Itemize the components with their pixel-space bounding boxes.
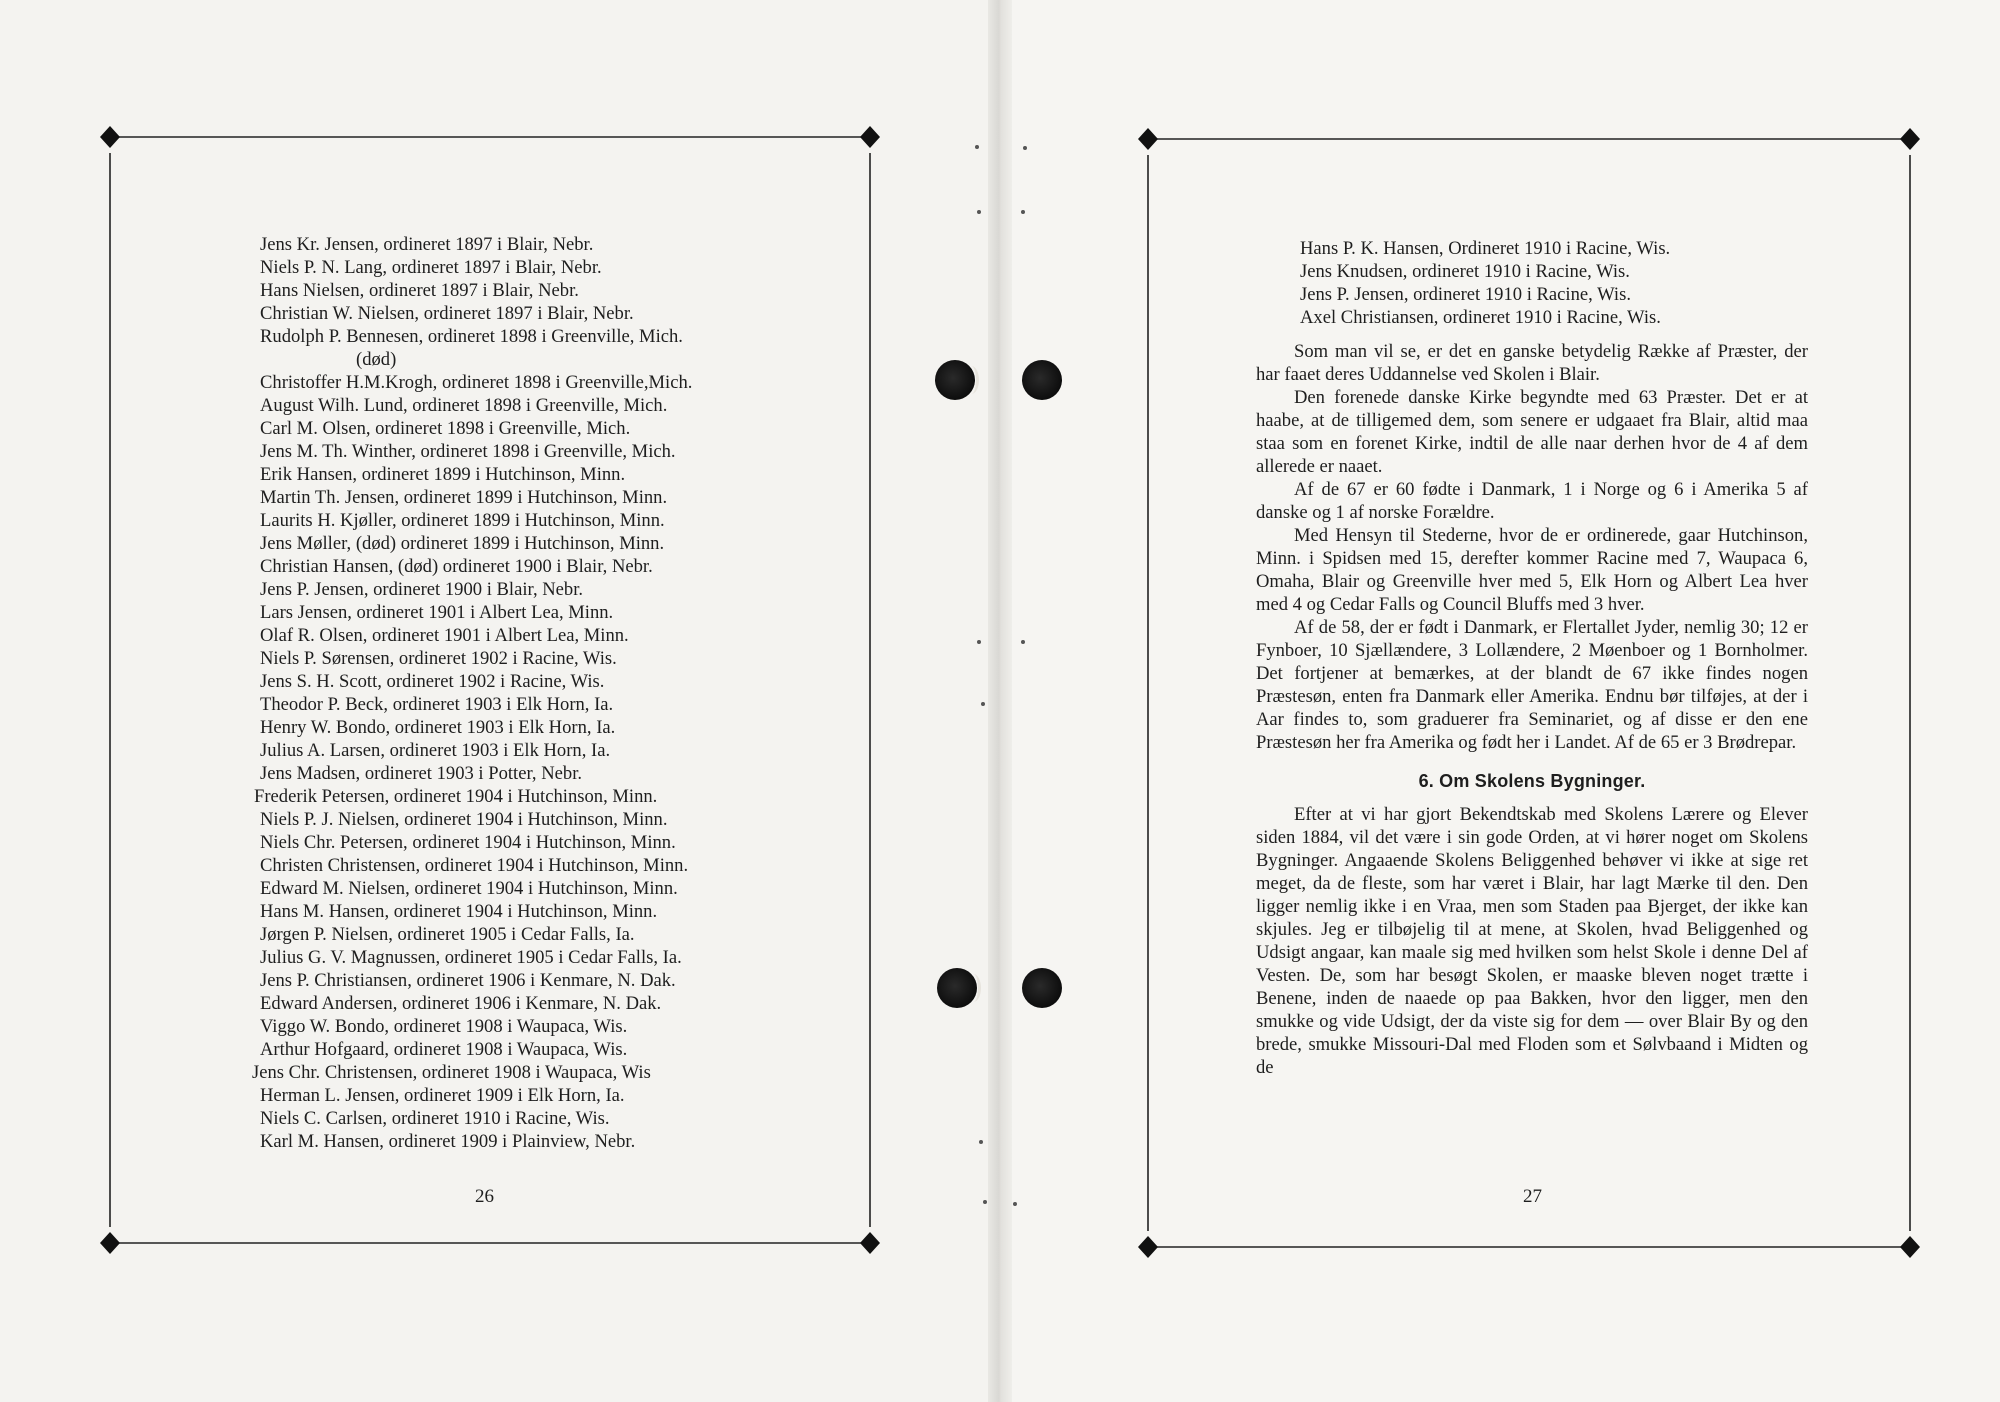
- diamond-ornament-icon: [100, 126, 120, 148]
- list-item: Christen Christensen, ordineret 1904 i Hutchinson, Minn.: [260, 855, 689, 876]
- list-item: Jens S. H. Scott, ordineret 1902 i Racine, Wis.: [260, 671, 605, 692]
- paragraph: Den forenede danske Kirke begyndte med 63 Præster. Det er at haabe, at de tilligemed dem, som senere er udgaaet fra Blair, altid maa staa som en forenet Kirke, indtil de alle naar derhen hvor de 4 af dem allerede er naaet.: [1256, 387, 1808, 477]
- list-item: August Wilh. Lund, ordineret 1898 i Greenville, Mich.: [260, 395, 668, 416]
- list-item: Niels C. Carlsen, ordineret 1910 i Racine, Wis.: [260, 1108, 610, 1129]
- list-item: Jens P. Jensen, ordineret 1900 i Blair, Nebr.: [260, 579, 584, 600]
- diamond-ornament-icon: [1138, 128, 1158, 150]
- list-item: Theodor P. Beck, ordineret 1903 i Elk Horn, Ia.: [260, 694, 614, 715]
- diamond-ornament-icon: [860, 1232, 880, 1254]
- list-item: Olaf R. Olsen, ordineret 1901 i Albert Lea, Minn.: [260, 625, 629, 646]
- list-item: Julius G. V. Magnussen, ordineret 1905 i Cedar Falls, Ia.: [260, 947, 682, 968]
- ink-speck: [975, 145, 979, 149]
- list-item: Herman L. Jensen, ordineret 1909 i Elk Horn, Ia.: [260, 1085, 625, 1106]
- ink-speck: [979, 1140, 983, 1144]
- list-item: Jens Madsen, ordineret 1903 i Potter, Nebr.: [260, 763, 583, 784]
- ink-speck: [983, 1200, 987, 1204]
- paragraph: Af de 58, der er født i Danmark, er Flertallet Jyder, nemlig 30; 12 er Fynboer, 10 Sjællændere, 3 Lollændere, 2 Møenboer og 1 Bornholmer. Det fortjener at bemærkes, at der blandt de 67 ikke findes nogen Præstesøn, enten fra Danmark eller Amerika. Endnu bør tilføjes, at der i Aar findes to, som graduerer fra Seminariet, og af disse er den ene Præstesøn her fra Amerika og født her i Landet. Af de 65 er 3 Brødrepar.: [1256, 617, 1808, 753]
- list-item: Hans Nielsen, ordineret 1897 i Blair, Nebr.: [260, 280, 579, 301]
- ink-speck: [977, 210, 981, 214]
- section-heading: 6. Om Skolens Bygninger.: [1418, 771, 1646, 791]
- list-item: Hans P. K. Hansen, Ordineret 1910 i Racine, Wis.: [1300, 238, 1671, 259]
- list-item: Hans M. Hansen, ordineret 1904 i Hutchinson, Minn.: [260, 901, 658, 922]
- diamond-ornament-icon: [860, 126, 880, 148]
- paragraph: Efter at vi har gjort Bekendtskab med Skolens Lærere og Elever siden 1884, vil det være i sin gode Orden, at vi hører noget om Skolens Bygninger. Angaaende Skolens Beliggenhed behøver vi ikke at sige ret meget, da de fleste, som har været i Blair, har lagt Mærke til den. Den ligger nemlig ikke i en Vraa, men som Staden paa Bjerget, der ikke kan skjules. Jeg er tilbøjelig til at mene, at Skolen, hvad Beliggenhed og Udsigt angaar, kan maale sig med hvilken som helst Skole i denne Del af Vesten. De, som har besøgt Skolen, er maaske bleven noget trætte i Benene, inden de naaede op paa Bakken, hvor den ligger, men den smukke og vide Udsigt, der da viste sig for dem — over Blair By og den brede, smukke Missouri-Dal med Floden som et Sølvbaand i Midten og de: [1256, 804, 1808, 1078]
- list-item: Niels P. N. Lang, ordineret 1897 i Blair, Nebr.: [260, 257, 602, 278]
- list-item: Niels Chr. Petersen, ordineret 1904 i Hutchinson, Minn.: [260, 832, 676, 853]
- list-item: Jens P. Christiansen, ordineret 1906 i Kenmare, N. Dak.: [260, 970, 676, 991]
- list-item: Laurits H. Kjøller, ordineret 1899 i Hutchinson, Minn.: [260, 510, 665, 531]
- list-item: Erik Hansen, ordineret 1899 i Hutchinson, Minn.: [260, 464, 626, 485]
- list-item: Arthur Hofgaard, ordineret 1908 i Waupaca, Wis.: [260, 1039, 628, 1060]
- list-item: Jens P. Jensen, ordineret 1910 i Racine, Wis.: [1300, 284, 1631, 305]
- diamond-ornament-icon: [1900, 1236, 1920, 1258]
- diamond-ornament-icon: [1900, 128, 1920, 150]
- list-item: Jørgen P. Nielsen, ordineret 1905 i Cedar Falls, Ia.: [260, 924, 635, 945]
- list-item: Niels P. Sørensen, ordineret 1902 i Racine, Wis.: [260, 648, 617, 669]
- ink-speck: [981, 702, 985, 706]
- diamond-ornament-icon: [100, 1232, 120, 1254]
- body-text: [1256, 340, 1808, 1079]
- list-item: Edward Andersen, ordineret 1906 i Kenmare, N. Dak.: [260, 993, 662, 1014]
- ordination-list-continued: [1300, 237, 1760, 329]
- paragraph: Som man vil se, er det en ganske betydelig Række af Præster, der har faaet deres Uddannelse ved Skolen i Blair.: [1256, 341, 1808, 385]
- list-item: Axel Christiansen, ordineret 1910 i Racine, Wis.: [1300, 307, 1661, 328]
- list-item: Viggo W. Bondo, ordineret 1908 i Waupaca, Wis.: [260, 1016, 628, 1037]
- list-item: Carl M. Olsen, ordineret 1898 i Greenville, Mich.: [260, 418, 631, 439]
- list-item: Jens Chr. Christensen, ordineret 1908 i Waupaca, Wis: [252, 1062, 651, 1083]
- ink-speck: [1021, 210, 1025, 214]
- ordination-list: [252, 233, 780, 1153]
- paragraph: Med Hensyn til Stederne, hvor de er ordinerede, gaar Hutchinson, Minn. i Spidsen med 15, derefter kommer Racine med 7, Waupaca 6, Omaha, Blair og Greenville hver med 5, Elk Horn og Albert Lea hver med 4 og Cedar Falls og Council Bluffs med 3 hver.: [1256, 525, 1808, 615]
- list-item: Christian Hansen, (død) ordineret 1900 i Blair, Nebr.: [260, 556, 653, 577]
- punch-hole: [1022, 968, 1062, 1008]
- punch-hole: [1022, 360, 1062, 400]
- list-item: Jens Knudsen, ordineret 1910 i Racine, Wis.: [1300, 261, 1630, 282]
- list-item: Lars Jensen, ordineret 1901 i Albert Lea, Minn.: [260, 602, 614, 623]
- list-item: Edward M. Nielsen, ordineret 1904 i Hutchinson, Minn.: [260, 878, 678, 899]
- list-item: Julius A. Larsen, ordineret 1903 i Elk Horn, Ia.: [260, 740, 611, 761]
- list-item: Jens Kr. Jensen, ordineret 1897 i Blair, Nebr.: [260, 234, 594, 255]
- list-item-continuation: (død): [356, 349, 397, 370]
- list-item: Jens Møller, (død) ordineret 1899 i Hutchinson, Minn.: [260, 533, 665, 554]
- list-item: Christian W. Nielsen, ordineret 1897 i Blair, Nebr.: [260, 303, 634, 324]
- paragraph: Af de 67 er 60 fødte i Danmark, 1 i Norge og 6 i Amerika 5 af danske og 1 af norske Forældre.: [1256, 479, 1808, 523]
- list-item: Karl M. Hansen, ordineret 1909 i Plainview, Nebr.: [260, 1131, 636, 1152]
- list-item: Martin Th. Jensen, ordineret 1899 i Hutchinson, Minn.: [260, 487, 668, 508]
- list-item: Henry W. Bondo, ordineret 1903 i Elk Horn, Ia.: [260, 717, 616, 738]
- list-item: Christoffer H.M.Krogh, ordineret 1898 i Greenville,Mich.: [260, 372, 693, 393]
- list-item: Niels P. J. Nielsen, ordineret 1904 i Hutchinson, Minn.: [260, 809, 668, 830]
- punch-hole: [935, 360, 975, 400]
- ink-speck: [1023, 146, 1027, 150]
- list-item: Frederik Petersen, ordineret 1904 i Hutchinson, Minn.: [254, 786, 658, 807]
- list-item: Rudolph P. Bennesen, ordineret 1898 i Greenville, Mich.: [260, 326, 683, 347]
- page-number: 27: [1523, 1186, 1542, 1207]
- ink-speck: [977, 640, 981, 644]
- diamond-ornament-icon: [1138, 1236, 1158, 1258]
- punch-hole: [937, 968, 977, 1008]
- ink-speck: [1013, 1202, 1017, 1206]
- list-item: Jens M. Th. Winther, ordineret 1898 i Greenville, Mich.: [260, 441, 676, 462]
- page-number: 26: [475, 1186, 494, 1207]
- ink-speck: [1021, 640, 1025, 644]
